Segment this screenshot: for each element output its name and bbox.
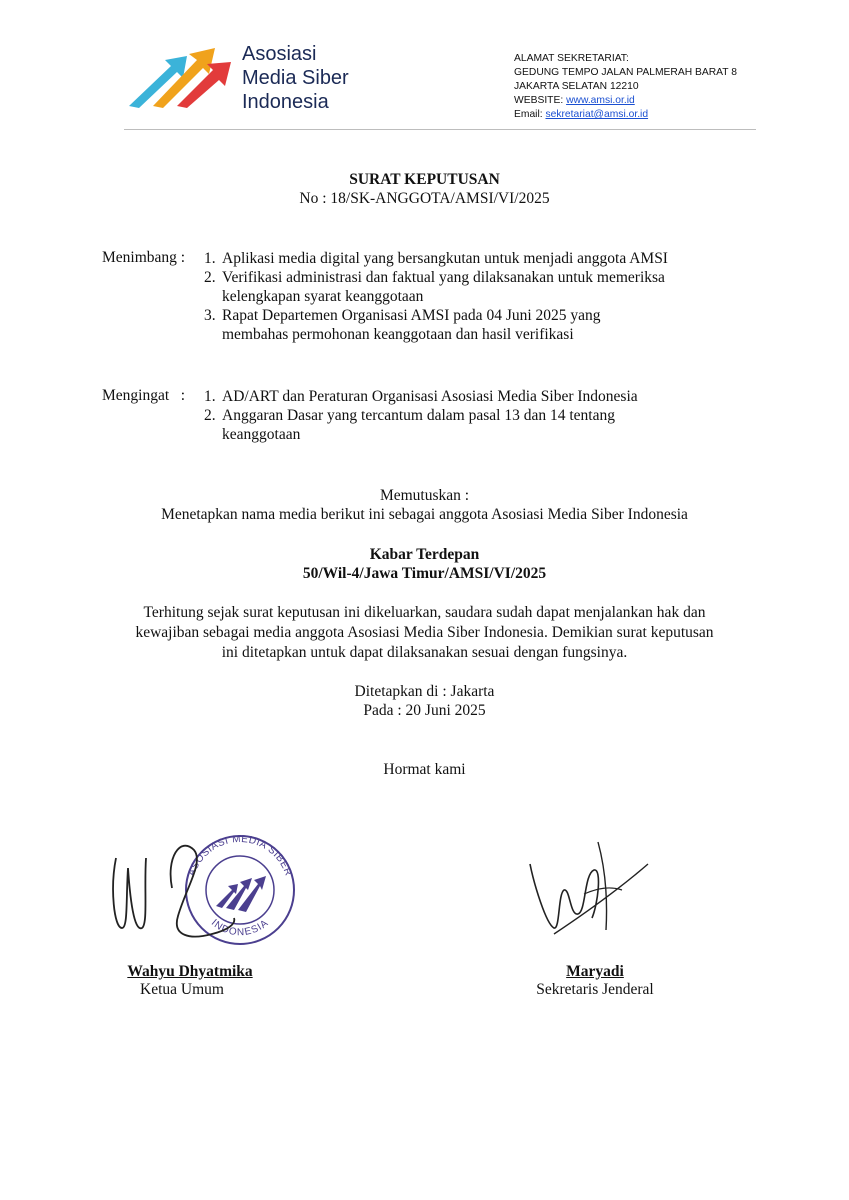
email-link[interactable]: sekretariat@amsi.or.id	[545, 109, 649, 120]
website-link[interactable]: www.amsi.or.id	[566, 95, 635, 106]
closing-greeting: Hormat kami	[383, 761, 466, 778]
signature-icon	[524, 834, 654, 944]
amsi-logo-icon	[127, 42, 247, 112]
org-name-line: Indonesia	[242, 91, 329, 113]
mengingat-label: Mengingat :	[102, 387, 186, 404]
list-item	[204, 268, 764, 306]
org-name-line: Media Siber	[242, 67, 349, 89]
address-line: GEDUNG TEMPO JALAN PALMERAH BARAT 8	[514, 67, 737, 78]
item-number: 1.	[204, 388, 216, 405]
item-number: 3.	[204, 307, 216, 324]
signer-left	[110, 963, 270, 999]
body-line: kewajiban sebagai media anggota Asosiasi Media Siber Indonesia. Demikian surat keputusan	[135, 624, 714, 641]
header-divider	[124, 129, 756, 130]
memutuskan-heading: Memutuskan :	[379, 487, 470, 504]
item-text: Aplikasi media digital yang bersangkutan untuk menjadi anggota AMSI	[222, 250, 668, 267]
body-paragraph	[60, 603, 789, 663]
body-line: ini ditetapkan untuk dapat dilaksanakan sesuai dengan fungsinya.	[221, 644, 628, 661]
email-line	[514, 108, 737, 122]
list-item	[204, 249, 764, 268]
address-line: ALAMAT SEKRETARIAT:	[514, 53, 629, 64]
stamp-bottom-text: INDONESIA	[208, 917, 272, 939]
secretariat-address	[514, 52, 737, 122]
issued-place: Ditetapkan di : Jakarta	[354, 683, 495, 700]
document-title: SURAT KEPUTUSAN	[349, 171, 500, 188]
item-text: Rapat Departemen Organisasi AMSI pada 04 Juni 2025 yang membahas permohonan keanggotaan dan hasil verifikasi	[222, 307, 601, 343]
menimbang-label: Menimbang :	[102, 249, 186, 266]
website-label: WEBSITE:	[514, 95, 567, 106]
item-text: AD/ART dan Peraturan Organisasi Asosiasi Media Siber Indonesia	[222, 388, 638, 405]
document-number: No : 18/SK-ANGGOTA/AMSI/VI/2025	[299, 190, 550, 207]
media-name: Kabar Terdepan	[369, 546, 480, 563]
svg-text:INDONESIA	[209, 917, 271, 938]
menimbang-list	[204, 249, 764, 344]
item-number: 2.	[204, 407, 216, 424]
signer-role: Sekretaris Jenderal	[536, 981, 654, 998]
menetapkan-text: Menetapkan nama media berikut ini sebagai anggota Asosiasi Media Siber Indonesia	[161, 506, 688, 523]
signature-with-stamp-icon	[108, 828, 298, 948]
list-item	[204, 306, 764, 344]
organization-name	[242, 42, 349, 114]
signer-name: Maryadi	[566, 963, 624, 980]
org-name-line: Asosiasi	[242, 43, 317, 65]
signer-name: Wahyu Dhyatmika	[127, 963, 253, 980]
mengingat-list	[204, 387, 764, 444]
email-label: Email:	[514, 109, 546, 120]
list-item	[204, 387, 764, 406]
body-line: Terhitung sejak surat keputusan ini dikeluarkan, saudara sudah dapat menjalankan hak dan	[143, 604, 706, 621]
issued-date: Pada : 20 Juni 2025	[363, 702, 486, 719]
item-number: 2.	[204, 269, 216, 286]
signer-role: Ketua Umum	[140, 981, 224, 998]
signer-right	[500, 963, 690, 999]
list-item	[204, 406, 764, 444]
item-number: 1.	[204, 250, 216, 267]
item-text: Anggaran Dasar yang tercantum dalam pasal 13 dan 14 tentang keanggotaan	[222, 407, 615, 443]
media-registration-code: 50/Wil-4/Jawa Timur/AMSI/VI/2025	[302, 565, 547, 582]
item-text: Verifikasi administrasi dan faktual yang dilaksanakan untuk memeriksa kelengkapan syarat keanggotaan	[222, 269, 665, 305]
stamp-top-text: ASOSIASI MEDIA SIBER	[186, 833, 294, 878]
address-line: JAKARTA SELATAN 12210	[514, 81, 639, 92]
website-line	[514, 94, 737, 108]
